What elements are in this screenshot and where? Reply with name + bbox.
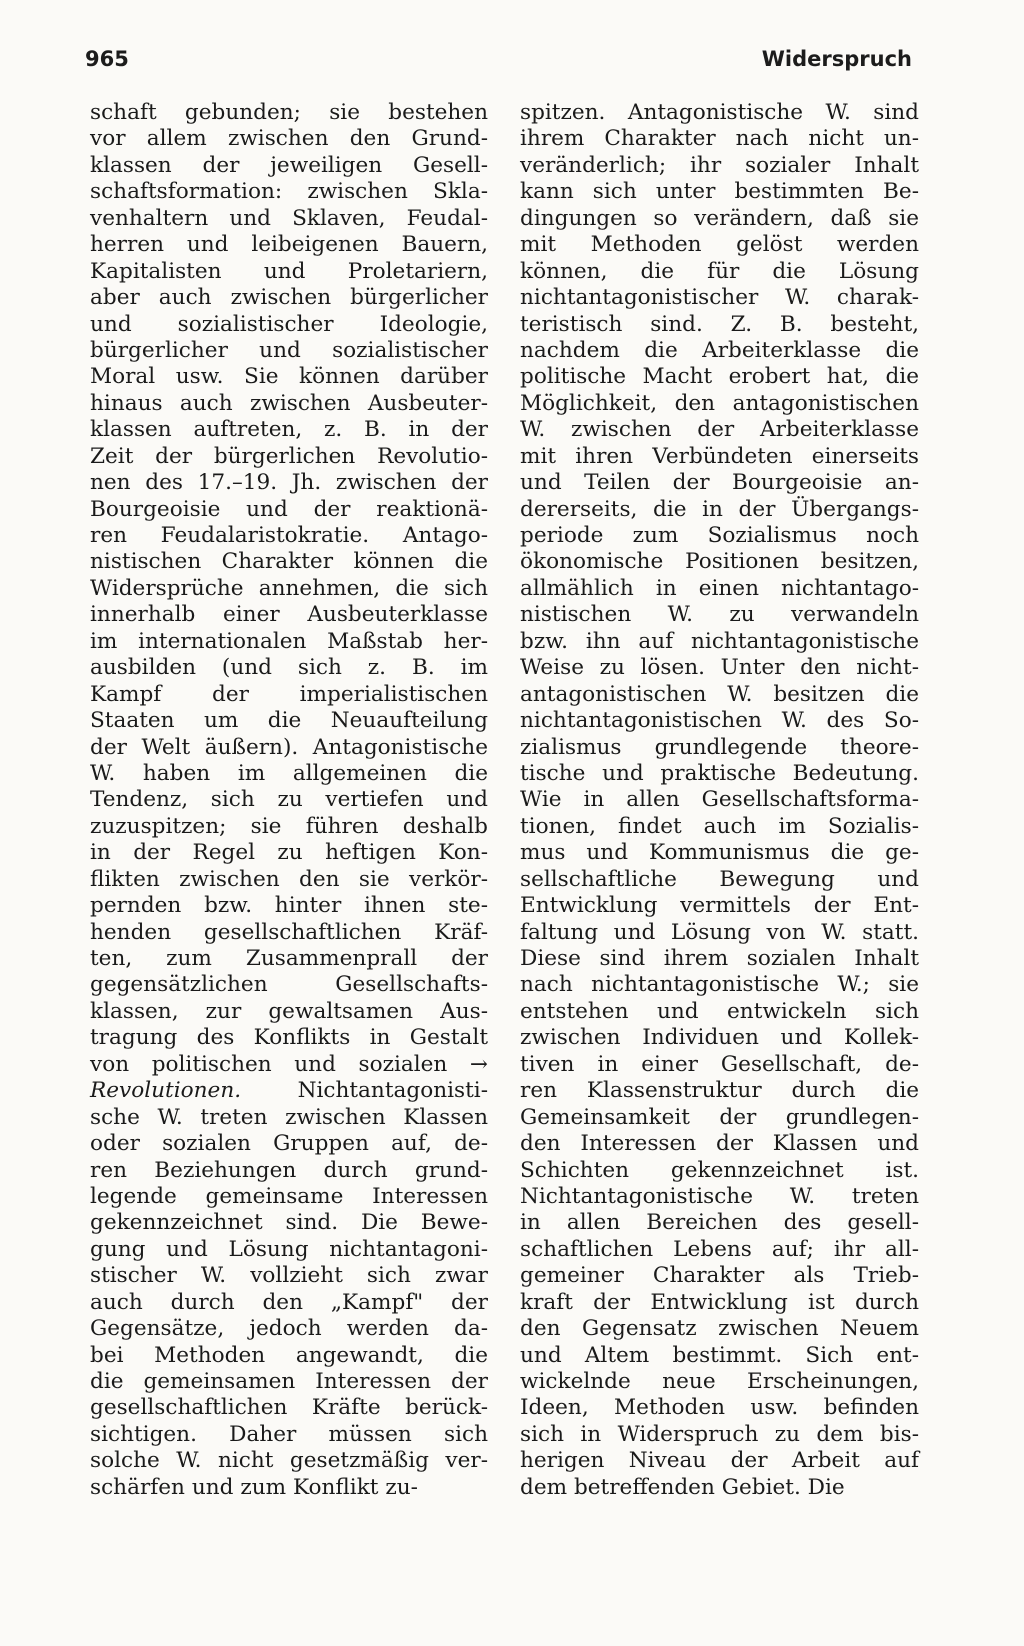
text-line: spitzen. Antagonistische W. sind	[520, 100, 919, 125]
text-line: mus und Kommunismus die ge-	[520, 840, 919, 866]
text-line: nistischen Charakter können die	[90, 549, 488, 575]
text-line: klassen auftreten, z. B. in der	[90, 417, 488, 443]
text-line: politische Macht erobert hat, die	[520, 364, 919, 390]
text-line: nen des 17.–19. Jh. zwischen der	[90, 470, 488, 496]
text-line: Gemeinsamkeit der grundlegen-	[520, 1104, 919, 1130]
right-text-column	[520, 100, 919, 1501]
text-line: der Welt äußern). Antagonistische	[90, 734, 488, 760]
text-line: bei Methoden angewandt, die	[90, 1342, 488, 1368]
text-line: dererseits, die in der Übergangs-	[520, 496, 919, 522]
text-line	[90, 1078, 488, 1104]
text-line: sche W. treten zwischen Klassen	[90, 1104, 488, 1130]
text-line: Nichtantagonistische W. treten	[520, 1183, 919, 1209]
text-line: henden gesellschaftlichen Kräf-	[90, 919, 488, 945]
text-line: nichtantagonistischen W. des So-	[520, 708, 919, 734]
text-line: Ideen, Methoden usw. befinden	[520, 1395, 919, 1421]
text-line: hinaus auch zwischen Ausbeuter-	[90, 390, 488, 416]
text-line: Wie in allen Gesellschaftsforma-	[520, 787, 919, 813]
text-line: bzw. ihn auf nichtantagonistische	[520, 628, 919, 654]
text-line: zialismus grundlegende theore-	[520, 734, 919, 760]
text-line: schaftlichen Lebens auf; ihr all-	[520, 1236, 919, 1262]
text-line: antagonistischen W. besitzen die	[520, 681, 919, 707]
text-line: faltung und Lösung von W. statt.	[520, 919, 919, 945]
text-line: den Interessen der Klassen und	[520, 1131, 919, 1157]
text-line: sellschaftliche Bewegung und	[520, 866, 919, 892]
text-line: gung und Lösung nichtantagoni-	[90, 1236, 488, 1262]
text-line: solche W. nicht gesetzmäßig ver-	[90, 1448, 488, 1474]
running-head-title: Widerspruch	[761, 47, 912, 71]
text-line: venhaltern und Sklaven, Feudal-	[90, 205, 488, 231]
text-line: klassen, zur gewaltsamen Aus-	[90, 998, 488, 1024]
text-line: auch durch den „Kampf" der	[90, 1289, 488, 1315]
text-line-rest: Nichtantagonisti-	[241, 1078, 488, 1104]
text-line: ökonomische Positionen besitzen,	[520, 549, 919, 575]
text-line: schärfen und zum Konflikt zu-	[90, 1474, 418, 1500]
text-line: nach nichtantagonistische W.; sie	[520, 972, 919, 998]
text-line: tiven in einer Gesellschaft, de-	[520, 1051, 919, 1077]
text-line: stischer W. vollzieht sich zwar	[90, 1263, 488, 1289]
page-number: 965	[85, 47, 129, 71]
text-line: oder sozialen Gruppen auf, de-	[90, 1131, 488, 1157]
text-line: innerhalb einer Ausbeuterklasse	[90, 602, 488, 628]
text-line: Entwicklung vermittels der Ent-	[520, 893, 919, 919]
text-line: Möglichkeit, den antagonistischen	[520, 390, 919, 416]
text-line: herigen Niveau der Arbeit auf	[520, 1448, 919, 1474]
text-line: klassen der jeweiligen Gesell-	[90, 152, 488, 178]
text-line: tische und praktische Bedeutung.	[520, 760, 919, 786]
text-line: zuzuspitzen; sie führen deshalb	[90, 813, 488, 839]
text-line: Bourgeoisie und der reaktionä-	[90, 496, 488, 522]
text-line: im internationalen Maßstab her-	[90, 628, 488, 654]
text-line: Diese sind ihrem sozialen Inhalt	[520, 946, 919, 971]
cross-reference-term: Revolutionen.	[90, 1078, 242, 1104]
text-line: bürgerlicher und sozialistischer	[90, 337, 488, 363]
text-line: tionen, findet auch im Sozialis-	[520, 813, 919, 839]
text-line: nachdem die Arbeiterklasse die	[520, 337, 919, 363]
text-line: herren und leibeigenen Bauern,	[90, 232, 488, 258]
text-line: nistischen W. zu verwandeln	[520, 602, 919, 628]
text-line: vor allem zwischen den Grund-	[90, 126, 488, 152]
text-line: in der Regel zu heftigen Kon-	[90, 840, 488, 866]
text-line: den Gegensatz zwischen Neuem	[520, 1316, 919, 1342]
text-line: von politischen und sozialen →	[90, 1051, 488, 1077]
text-line: entstehen und entwickeln sich	[520, 998, 919, 1024]
text-line: und sozialistischer Ideologie,	[90, 311, 488, 337]
text-line: in allen Bereichen des gesell-	[520, 1210, 919, 1236]
text-line: allmählich in einen nichtantago-	[520, 575, 919, 601]
text-line: Kapitalisten und Proletariern,	[90, 258, 488, 284]
text-line: ren Klassenstruktur durch die	[520, 1078, 919, 1104]
text-line: sich in Widerspruch zu dem bis-	[520, 1421, 919, 1447]
text-line: tragung des Konflikts in Gestalt	[90, 1025, 488, 1051]
text-line: periode zum Sozialismus noch	[520, 523, 919, 548]
text-line: Gegensätze, jedoch werden da-	[90, 1316, 488, 1342]
text-line: zwischen Individuen und Kollek-	[520, 1025, 919, 1051]
left-text-column	[90, 100, 488, 1501]
text-line: sichtigen. Daher müssen sich	[90, 1421, 488, 1447]
text-line: ten, zum Zusammenprall der	[90, 946, 488, 971]
text-line: können, die für die Lösung	[520, 258, 919, 284]
text-line: gekennzeichnet sind. Die Bewe-	[90, 1210, 488, 1236]
text-line: dingungen so verändern, daß sie	[520, 205, 919, 231]
text-line: gegensätzlichen Gesellschafts-	[90, 972, 488, 998]
text-line: ihrem Charakter nach nicht un-	[520, 126, 919, 152]
text-line: ausbilden (und sich z. B. im	[90, 655, 488, 681]
text-line: schaftsformation: zwischen Skla-	[90, 179, 488, 205]
text-line: legende gemeinsame Interessen	[90, 1183, 488, 1209]
text-line: mit ihren Verbündeten einerseits	[520, 443, 919, 469]
text-line: Staaten um die Neuaufteilung	[90, 708, 488, 734]
text-line: kraft der Entwicklung ist durch	[520, 1289, 919, 1315]
text-line: schaft gebunden; sie bestehen	[90, 100, 488, 125]
text-line: Kampf der imperialistischen	[90, 681, 488, 707]
text-line: Zeit der bürgerlichen Revolutio-	[90, 443, 488, 469]
text-line: nichtantagonistischer W. charak-	[520, 285, 919, 311]
text-line: dem betreffenden Gebiet. Die	[520, 1474, 845, 1500]
text-line: W. zwischen der Arbeiterklasse	[520, 417, 919, 443]
text-line: gemeiner Charakter als Trieb-	[520, 1263, 919, 1289]
text-line: gesellschaftlichen Kräfte berück-	[90, 1395, 488, 1421]
text-line: veränderlich; ihr sozialer Inhalt	[520, 152, 919, 178]
text-line: ren Feudalaristokratie. Antago-	[90, 523, 488, 548]
text-line: Tendenz, sich zu vertiefen und	[90, 787, 488, 813]
text-line: Schichten gekennzeichnet ist.	[520, 1157, 919, 1183]
text-line: Widersprüche annehmen, die sich	[90, 575, 488, 601]
text-line: teristisch sind. Z. B. besteht,	[520, 311, 919, 337]
text-line: kann sich unter bestimmten Be-	[520, 179, 919, 205]
text-line: flikten zwischen den sie verkör-	[90, 866, 488, 892]
text-line: und Teilen der Bourgeoisie an-	[520, 470, 919, 496]
text-line: ren Beziehungen durch grund-	[90, 1157, 488, 1183]
text-line: Weise zu lösen. Unter den nicht-	[520, 655, 919, 681]
text-line: W. haben im allgemeinen die	[90, 760, 488, 786]
text-line: pernden bzw. hinter ihnen ste-	[90, 893, 488, 919]
text-line: wickelnde neue Erscheinungen,	[520, 1369, 919, 1394]
text-line: mit Methoden gelöst werden	[520, 232, 919, 258]
text-line: die gemeinsamen Interessen der	[90, 1369, 488, 1394]
text-line: und Altem bestimmt. Sich ent-	[520, 1342, 919, 1368]
text-line: aber auch zwischen bürgerlicher	[90, 285, 488, 311]
text-line: Moral usw. Sie können darüber	[90, 364, 488, 390]
